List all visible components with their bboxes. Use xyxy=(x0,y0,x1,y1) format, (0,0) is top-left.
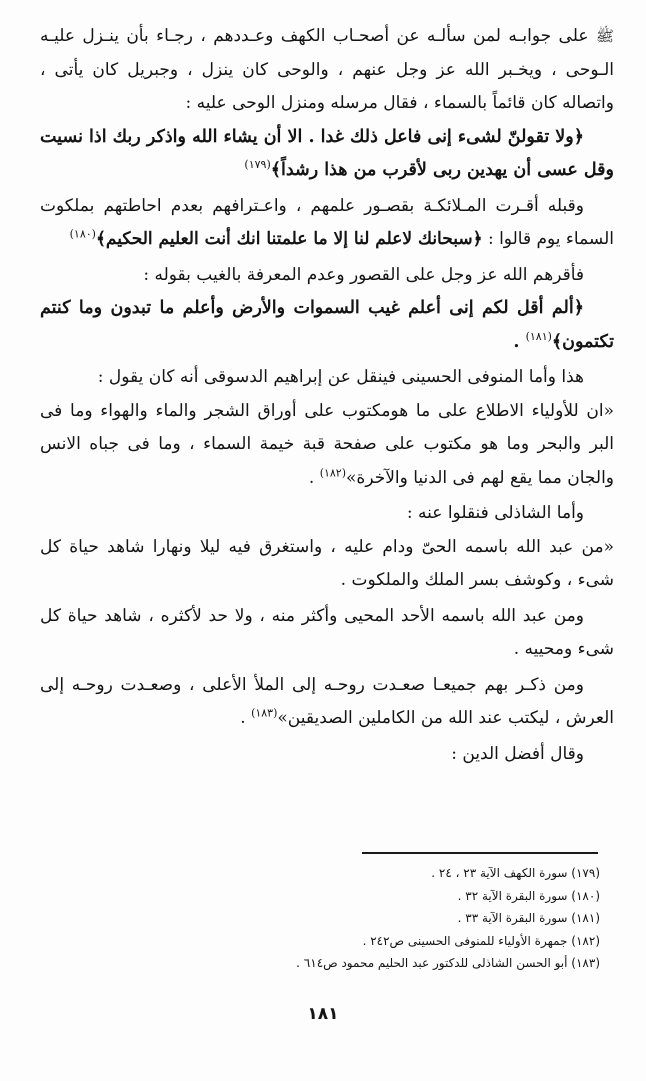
page-number: ١٨١ xyxy=(307,1004,339,1024)
paragraph-2-text: وقبله أقـرت المـلائكـة بقصـور علمهم ، واعـترافهم بعدم احاطتهم بملكوت السماء يوم قالوا : xyxy=(40,195,614,249)
footnote-ref-182: (١٨٢) xyxy=(319,465,347,479)
quran-quote-1-text: ﴿ولا تقولنّ لشىء إنى فاعل ذلك غدا . الا أن يشاء الله واذكر ربك اذا نسيت وقل عسى أن يهدين ربى لأقرب من هذا رشداً﴾ xyxy=(40,126,614,180)
paragraph-7 xyxy=(40,531,614,598)
footnote-181: (١٨١) سورة البقرة الآية ٣٣ . xyxy=(457,911,600,925)
paragraph-9-tail: . xyxy=(240,708,252,728)
main-text xyxy=(40,20,614,771)
paragraph-5-tail: . xyxy=(308,467,320,488)
paragraph-6-text: وأما الشاذلى فنقلوا عنه : xyxy=(406,503,584,523)
paragraph-5 xyxy=(40,395,614,496)
paragraph-7-text: «من عبد الله باسمه الحىّ ودام عليه ، واستغرق فيه ليلا ونهارا شاهد حياة كل شىء ، وكوشف بسر الملك والملكوت . xyxy=(40,536,614,590)
footnote-ref-183: (١٨٣) xyxy=(251,706,278,720)
paragraph-6 xyxy=(40,497,614,531)
footnote-182: (١٨٢) جمهرة الأولياء للمنوفى الحسينى ص٢٤٢ . xyxy=(362,933,600,948)
paragraph-3-text: فأقرهم الله عز وجل على القصور وعدم المعرفة بالغيب بقوله : xyxy=(143,264,584,285)
paragraph-3 xyxy=(40,259,614,293)
footnote-179: (١٧٩) سورة الكهف الآية ٢٣ ، ٢٤ . xyxy=(431,866,600,880)
footnote-divider xyxy=(362,852,598,854)
paragraph-1 xyxy=(40,20,614,121)
footnotes xyxy=(200,862,600,975)
paragraph-9 xyxy=(40,669,614,736)
footnote-180: (١٨٠) سورة البقرة الآية ٣٢ . xyxy=(457,888,600,903)
paragraph-1-text: على جوابـه لمن سألـه عن أصحـاب الكهف وعـددهم ، رجـاء بأن ينـزل عليـه الـوحى ، ويخـبر الله عز وجل عنهم ، والوحى كان ينزل ، وجبريل كان يأتى ، واتصاله كان قائماً بالسماء ، فقال مرسله ومنزل الوحى عليه : xyxy=(40,26,614,113)
footnote-183: (١٨٣) أبو الحسن الشاذلى للدكتور عبد الحليم محمود ص٦١٤ . xyxy=(296,956,600,970)
quran-quote-1 xyxy=(40,121,614,188)
footnote-ref-181: (١٨١) xyxy=(525,329,552,343)
paragraph-5-text: «ان للأولياء الاطلاع على ما هومكتوب على أوراق الشجر والماء والهواء وما فى البر والبحر وما هو مكتوب على صفحة قبة خيمة السماء ، وما فى جباه الانس والجان مما يقع لهم فى الدنيا والآخرة» xyxy=(40,400,614,488)
paragraph-10-text: وقال أفضل الدين : xyxy=(451,743,584,764)
quran-quote-3-tail: . xyxy=(513,331,526,352)
footnote-ref-180: (١٨٠) xyxy=(69,227,96,241)
footnote-ref-179: (١٧٩) xyxy=(244,158,271,172)
quran-quote-3-text: ﴿ألم أقل لكم إنى أعلم غيب السموات والأرض وأعلم ما تبدون وما كنتم تكتمون﴾ xyxy=(40,298,614,352)
paragraph-9-text: ومن ذكـر بهم جميعـا صعـدت روحـه إلى الملأ الأعلى ، وصعـدت روحـه إلى العرش ، ليكتب عند الله من الكاملين الصديقين» xyxy=(40,674,614,728)
honorific-glyph: ﷺ xyxy=(595,27,615,45)
quran-quote-3 xyxy=(40,292,614,359)
paragraph-10 xyxy=(40,738,614,772)
paragraph-4-text: هذا وأما المنوفى الحسينى فينقل عن إبراهيم الدسوقى أنه كان يقول : xyxy=(97,367,584,387)
paragraph-2 xyxy=(40,190,614,257)
quran-quote-2-text: ﴿سبحانك لاعلم لنا إلا ما علمتنا انك أنت العليم الحكيم﴾ xyxy=(95,229,483,249)
paragraph-4 xyxy=(40,361,614,395)
paragraph-8-text: ومن عبد الله باسمه الأحد المحيى وأكثر منه ، ولا حد لأكثره ، شاهد حياة كل شىء ومحييه . xyxy=(40,605,614,659)
paragraph-8 xyxy=(40,600,614,667)
